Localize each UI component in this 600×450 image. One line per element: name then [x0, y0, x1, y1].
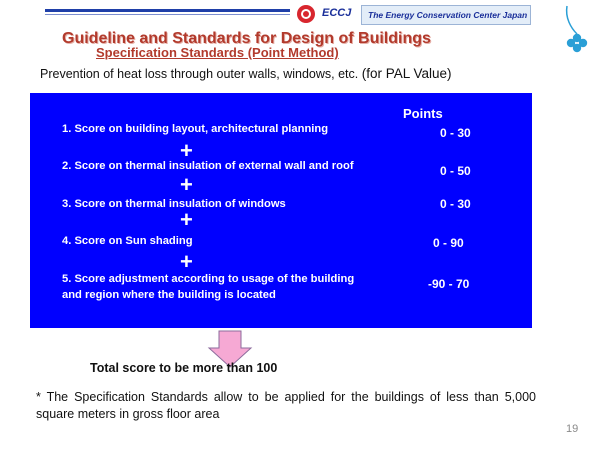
score-range-2: 0 - 50 — [440, 164, 471, 178]
description-suffix: (for PAL Value) — [361, 66, 452, 81]
points-header: Points — [403, 106, 443, 121]
score-item-2: 2. Score on thermal insulation of external wall and roof — [62, 160, 354, 172]
header-rule — [45, 9, 290, 12]
score-item-3: 3. Score on thermal insulation of windows — [62, 198, 286, 210]
score-item-5-line2: and region where the building is located — [62, 289, 276, 301]
score-range-3: 0 - 30 — [440, 197, 471, 211]
page-subtitle: Specification Standards (Point Method) — [96, 45, 339, 60]
plus-sign-1: + — [180, 138, 193, 163]
footnote: * The Specification Standards allow to be applied for the buildings of less than 5,000 square meters in gross floor area — [36, 390, 536, 421]
total-score-text: Total score to be more than 100 — [90, 361, 278, 375]
description — [40, 66, 452, 81]
description-main: Prevention of heat loss through outer walls, windows, etc. — [40, 67, 359, 81]
score-item-5-line1: 5. Score adjustment according to usage of the building — [62, 273, 355, 285]
plus-sign-4: + — [180, 249, 193, 274]
score-item-5 — [62, 271, 354, 303]
clover-logo-icon — [555, 4, 595, 54]
page-number: 19 — [566, 423, 579, 435]
score-range-4: 0 - 90 — [433, 236, 464, 250]
score-item-1: 1. Score on building layout, architectural planning — [62, 123, 329, 135]
score-range-5: -90 - 70 — [428, 277, 470, 291]
org-name-banner: The Energy Conservation Center Japan — [361, 5, 531, 25]
eccj-logo-text: ECCJ — [322, 7, 352, 19]
eccj-logo-icon — [296, 4, 316, 24]
header-rule-thin — [45, 14, 290, 15]
score-range-1: 0 - 30 — [440, 126, 471, 140]
plus-sign-3: + — [180, 207, 193, 232]
score-item-4: 4. Score on Sun shading — [62, 235, 193, 247]
plus-sign-2: + — [180, 172, 193, 197]
page-title: Guideline and Standards for Design of Buildings — [62, 30, 431, 47]
